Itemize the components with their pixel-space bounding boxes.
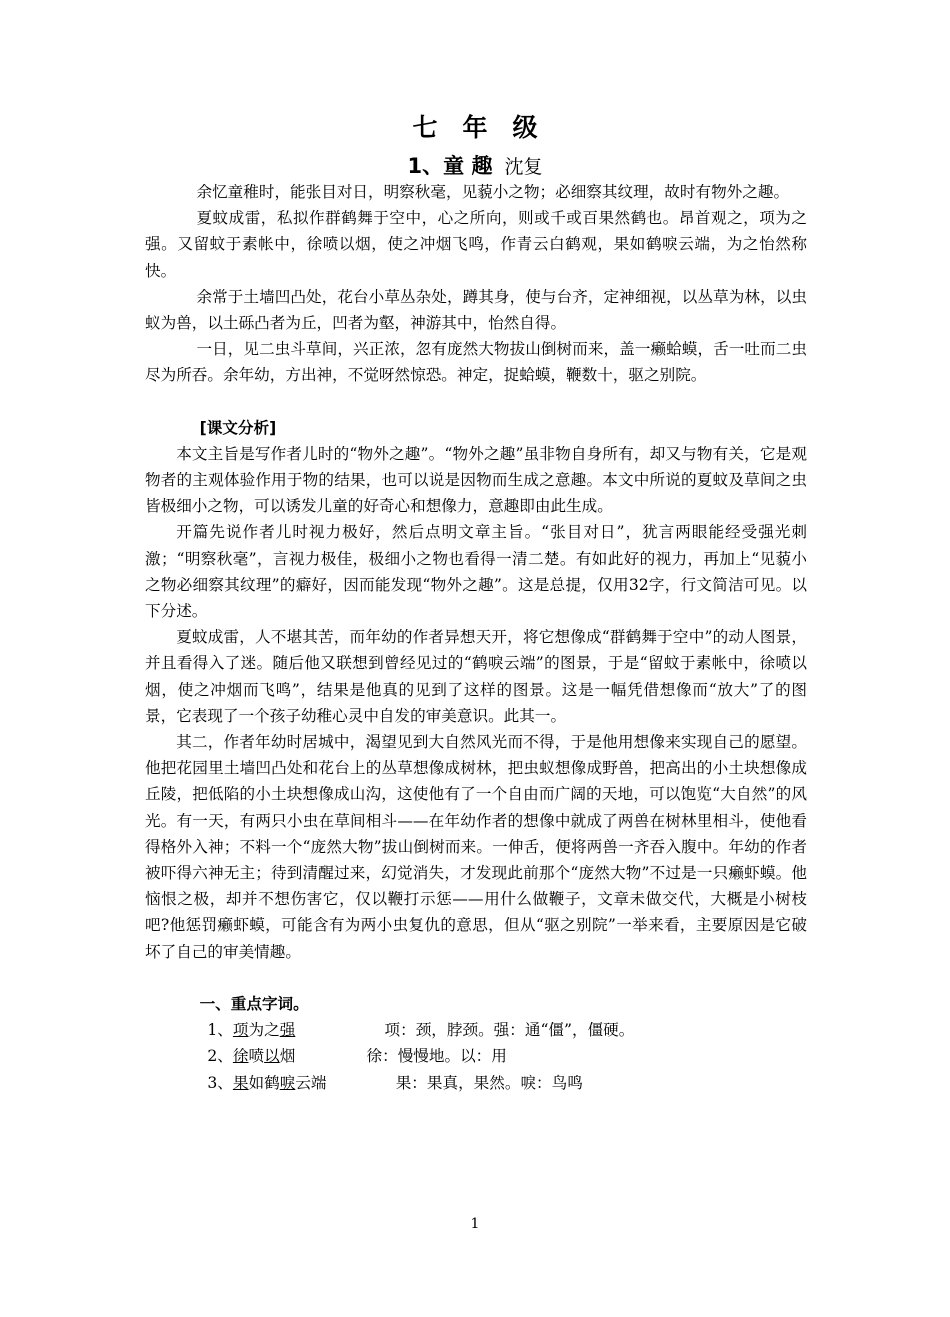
keywords-heading: 一、重点字词。	[199, 994, 309, 1013]
keyword-item-2	[145, 1043, 807, 1069]
keyword-text: 为之	[248, 1021, 280, 1040]
keyword-text: 云端	[295, 1073, 327, 1092]
keyword-gloss: 项：颈，脖颈。强：通“僵”，僵硬。	[384, 1021, 635, 1040]
text-paragraph-4: 一日，见二虫斗草间，兴正浓，忽有庞然大物拔山倒树而来，盖一癞蛤蟆，舌一吐而二虫尽为所吞。余年幼，方出神，不觉呀然惊恐。神定，捉蛤蟆，鞭数十，驱之别院。	[145, 340, 807, 385]
analysis-paragraph-4: 其二，作者年幼时居城中，渴望见到大自然风光而不得，于是他用想像来实现自己的愿望。他把花园里土墙凹凸处和花台上的丛草想像成树林，把虫蚁想像成野兽，把高出的小土块想像成丘陵，把低陷的小土块想像成山沟，这使他有了一个自由而广阔的天地，可以饱览“大自然”的风光。有一天，有两只小虫在草间相斗——在年幼作者的想像中就成了两兽在树林里相斗，使他看得格外入神；不料一个“庞然大物”拔山倒树而来。一伸舌，便将两兽一齐吞入腹中。年幼的作者被吓得六神无主；待到清醒过来，幻觉消失，才发现此前那个“庞然大物”不过是一只癞虾蟆。他恼恨之极，却并不想伤害它，仅以鞭打示惩——用什么做鞭子，文章未做交代，大概是小树枝吧?他惩罚癞虾蟆，可能含有为两小虫复仇的意思，但从“驱之别院”一举来看，主要原因是它破坏了自己的审美情趣。	[145, 733, 807, 961]
analysis-paragraph-3: 夏蚊成雷，人不堪其苦，而年幼的作者异想天开，将它想像成“群鹤舞于空中”的动人图景，并且看得入了迷。随后他又联想到曾经见过的“鹤唳云端”的图景，于是“留蚊于素帐中，徐喷以烟，使之冲烟而飞鸣”，结果是他真的见到了这样的图景。这是一幅凭借想像而“放大”了的图景，它表现了一个孩子幼稚心灵中自发的审美意识。此其一。	[145, 628, 807, 725]
keyword-gloss: 果：果真，果然。唳：鸟鸣	[395, 1073, 583, 1092]
keyword-number: 1、	[207, 1021, 233, 1040]
keyword-item-1	[145, 1017, 807, 1043]
analysis-heading: [课文分析]	[199, 418, 277, 437]
text-paragraph-2: 夏蚊成雷，私拟作群鹤舞于空中，心之所向，则或千或百果然鹤也。昂首观之，项为之强。又留蚊于素帐中，徐喷以烟，使之冲烟飞鸣，作青云白鹤观，果如鹤唳云端，为之怡然称快。	[145, 209, 807, 280]
page-number: 1	[470, 1216, 480, 1232]
keyword-underlined: 果	[232, 1073, 249, 1092]
keyword-item-3	[145, 1070, 807, 1096]
lesson-title: 1、童 趣	[407, 154, 493, 178]
analysis-paragraph-2: 开篇先说作者儿时视力极好，然后点明文章主旨。“张目对日”，犹言两眼能经受强光刺激；“明察秋毫”，言视力极佳，极细小之物也看得一清二楚。有如此好的视力，再加上“见藐小之物必细察其纹理”的癖好，因而能发现“物外之趣”。这是总提，仅用32字，行文简洁可见。以下分述。	[145, 523, 807, 621]
document-body	[145, 179, 807, 1096]
grade-title: 七 年 级	[412, 113, 538, 142]
keyword-underlined: 项	[232, 1021, 249, 1040]
analysis-paragraph-1: 本文主旨是写作者儿时的“物外之趣”。“物外之趣”虽非物自身所有，却又与物有关，它是观物者的主观体验作用于物的结果，也可以说是因物而生成之意趣。本文中所说的夏蚊及草间之虫皆极细小之物，可以诱发儿童的好奇心和想像力，意趣即由此生成。	[145, 444, 807, 516]
keyword-text: 喷	[248, 1047, 265, 1066]
keyword-text: 如鹤	[248, 1073, 280, 1092]
text-paragraph-3: 余常于土墙凹凸处，花台小草丛杂处，蹲其身，使与台齐，定神细视，以丛草为林，以虫蚁为兽，以土砾凸者为丘，凹者为壑，神游其中，怡然自得。	[145, 287, 807, 333]
keyword-underlined: 以	[264, 1047, 280, 1066]
text-paragraph-1: 余忆童稚时，能张目对日，明察秋毫，见藐小之物；必细察其纹理，故时有物外之趣。	[196, 183, 790, 201]
keyword-underlined: 强	[279, 1021, 296, 1040]
keyword-underlined: 徐	[232, 1047, 249, 1066]
keyword-gloss: 徐：慢慢地。以：用	[366, 1047, 507, 1066]
lesson-author: 沈复	[504, 156, 543, 178]
keyword-number: 2、	[207, 1047, 233, 1066]
keyword-number: 3、	[207, 1073, 233, 1092]
lesson-heading	[0, 150, 950, 180]
keyword-text: 烟	[279, 1047, 296, 1066]
keyword-underlined: 唳	[279, 1073, 296, 1092]
